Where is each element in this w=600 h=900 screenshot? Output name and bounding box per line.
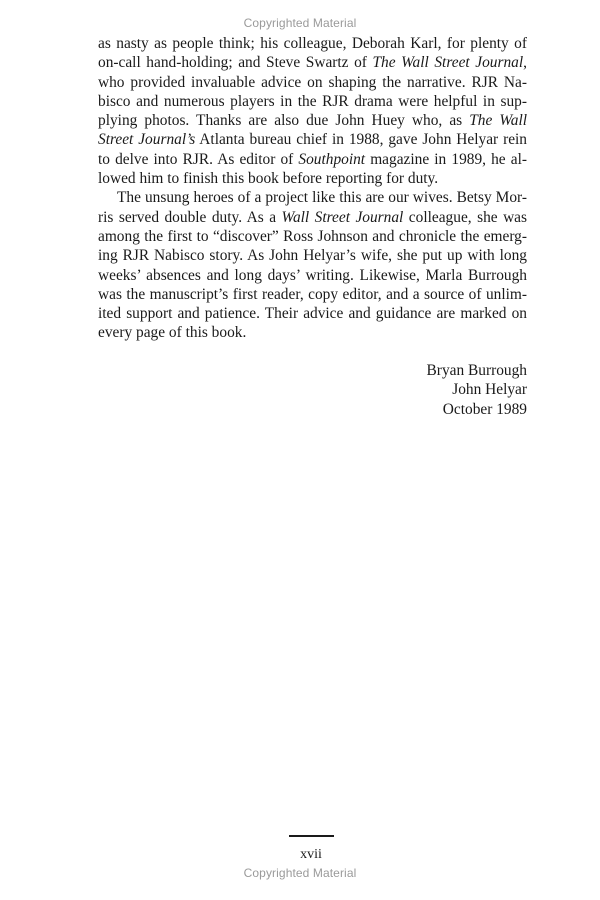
- text-line: bisco and numerous players in the RJR drama were helpful in sup-: [98, 92, 527, 110]
- text-run: on-call hand-holding; and Steve Swartz of: [98, 54, 373, 72]
- publication-title: Street Journal’s: [98, 131, 196, 149]
- copyright-watermark-bottom: Copyrighted Material: [243, 866, 357, 880]
- text-line: was the manuscript’s first reader, copy editor, and a source of unlim-: [98, 285, 527, 303]
- text-line: [98, 130, 527, 149]
- text-run: to delve into RJR. As editor of: [98, 150, 299, 168]
- text-line: [98, 150, 527, 169]
- text-line: as nasty as people think; his colleague, Deborah Karl, for plenty of: [98, 35, 527, 52]
- text-line: The unsung heroes of a project like this are our wives. Betsy Mor-: [117, 189, 527, 207]
- text-run: ,: [523, 54, 527, 72]
- text-run: colleague, she was: [403, 208, 528, 226]
- text-line: among the first to “discover” Ross Johnson and chronicle the emerg-: [98, 227, 527, 245]
- text-run: Atlanta bureau chief in 1988, gave John Helyar rein: [195, 131, 527, 149]
- paragraph-wives: [98, 188, 527, 342]
- publication-title: Wall Street Journal: [281, 208, 404, 226]
- acknowledgments-text: [98, 34, 527, 343]
- author-name: Bryan Burrough: [426, 362, 527, 379]
- folio-rule: [289, 835, 334, 837]
- text-line: ing RJR Nabisco story. As John Helyar’s wife, she put up with long: [98, 247, 527, 265]
- text-line: [98, 111, 527, 130]
- text-line: who provided invaluable advice on shaping the narrative. RJR Na-: [98, 73, 527, 91]
- paragraph-continued: [98, 34, 527, 188]
- page-number: xvii: [300, 847, 322, 862]
- text-run: ris served double duty. As a: [98, 208, 282, 226]
- author-name: John Helyar: [452, 381, 527, 399]
- signature-date: October 1989: [442, 400, 527, 418]
- text-line: every page of this book.: [98, 324, 247, 342]
- text-line: [98, 208, 527, 227]
- text-run: plying photos. Thanks are also due John Huey who, as: [98, 112, 470, 130]
- text-line: weeks’ absences and long days’ writing. Likewise, Marla Burrough: [98, 266, 527, 284]
- text-line: [98, 53, 527, 72]
- publication-title: The Wall: [469, 112, 527, 130]
- text-line: ited support and patience. Their advice and guidance are marked on: [98, 305, 527, 323]
- text-line: lowed him to finish this book before reporting for duty.: [98, 170, 439, 188]
- copyright-watermark-top: Copyrighted Material: [243, 16, 357, 30]
- publication-title: Southpoint: [298, 150, 366, 168]
- author-signature-block: [300, 361, 527, 419]
- text-run: magazine in 1989, he al-: [365, 150, 527, 168]
- publication-title: The Wall Street Journal: [372, 54, 524, 72]
